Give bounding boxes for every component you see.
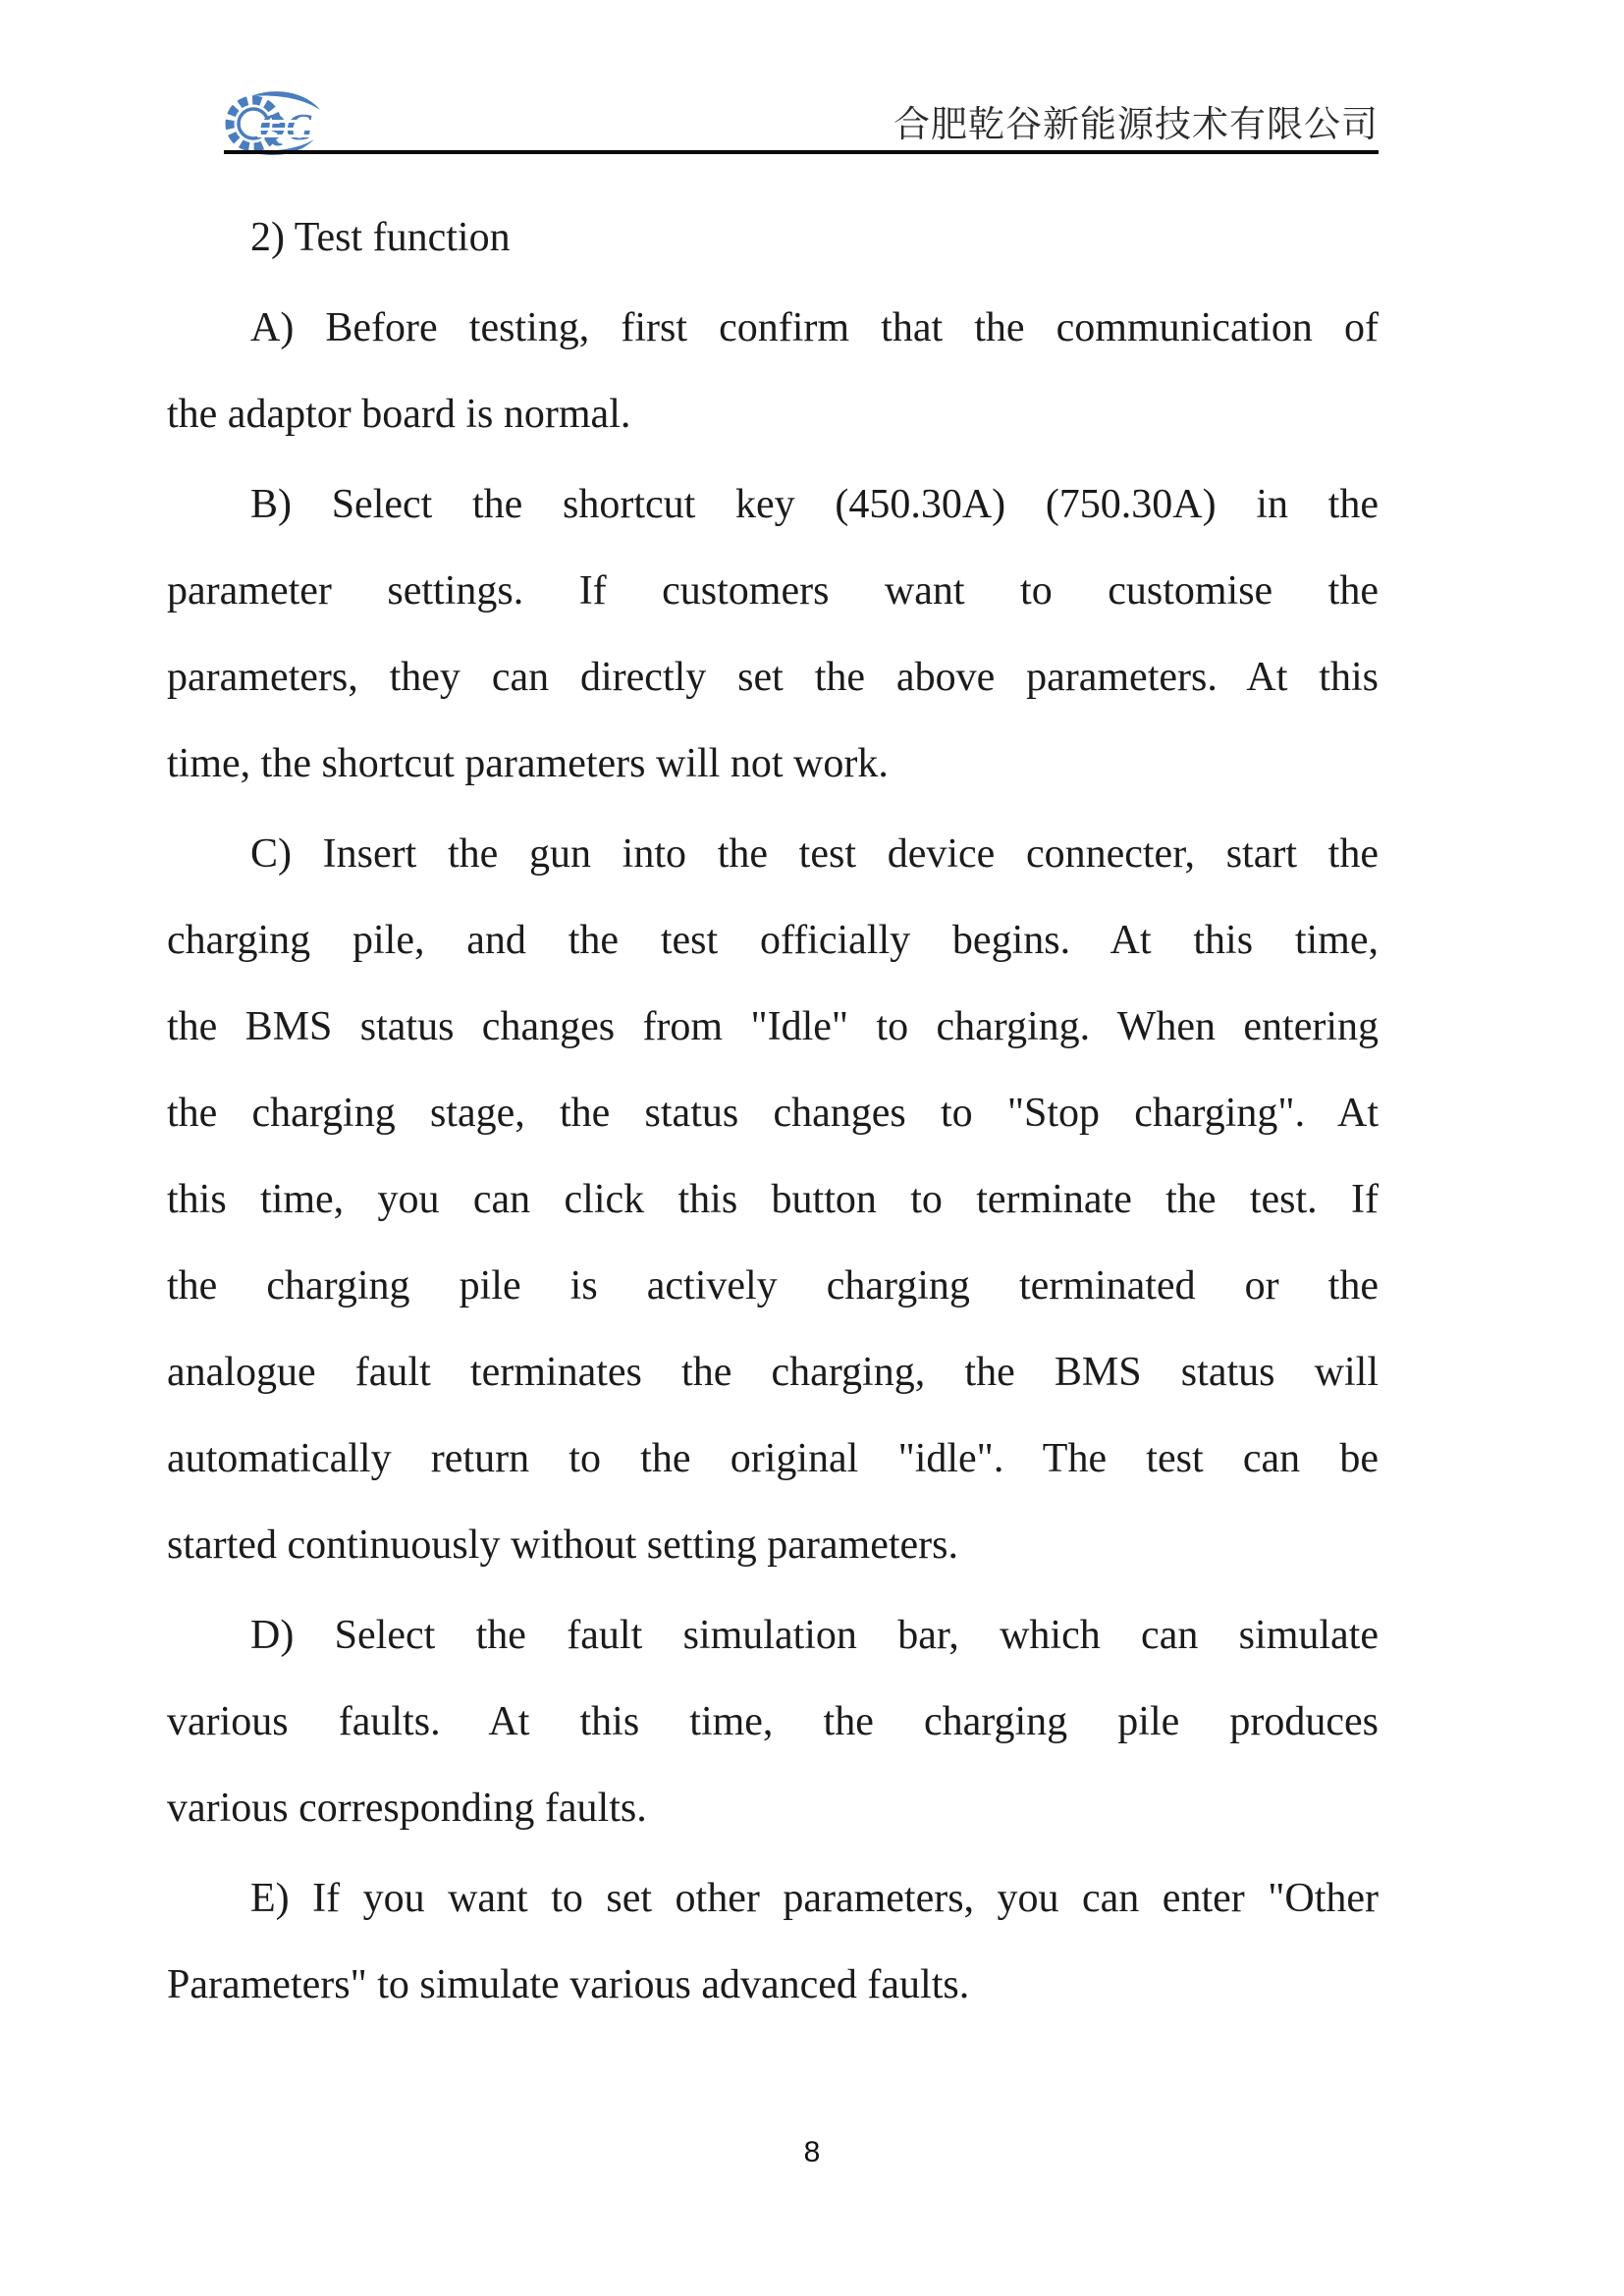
- text-line: C) Insert the gun into the test device connecter, start the: [250, 831, 1379, 877]
- text-line: the charging pile is actively charging terminated or the: [167, 1263, 1379, 1308]
- paragraph: [167, 1592, 1379, 1851]
- paragraph: [167, 194, 1379, 281]
- text-line: B) Select the shortcut key (450.30A) (750.30A) in the: [250, 482, 1379, 527]
- text-line: parameters, they can directly set the above parameters. At this: [167, 655, 1379, 700]
- paragraph: [167, 811, 1379, 1588]
- text-line: started continuously without setting parameters.: [167, 1522, 958, 1568]
- text-line: the BMS status changes from "Idle" to charging. When entering: [167, 1004, 1379, 1049]
- text-line: the charging stage, the status changes to "Stop charging". At: [167, 1091, 1379, 1136]
- gear-logo-icon: [224, 88, 324, 155]
- text-line: Parameters" to simulate various advanced faults.: [167, 1962, 970, 2007]
- text-line: this time, you can click this button to terminate the test. If: [167, 1177, 1379, 1222]
- text-line: A) Before testing, first confirm that the communication of: [250, 305, 1379, 350]
- document-body: [167, 194, 1379, 2032]
- text-line: time, the shortcut parameters will not work.: [167, 741, 889, 786]
- paragraph: [167, 1855, 1379, 2028]
- header-divider: [224, 150, 1379, 154]
- text-line: various corresponding faults.: [167, 1786, 647, 1831]
- text-line: D) Select the fault simulation bar, which can simulate: [250, 1613, 1379, 1658]
- company-logo: [224, 88, 324, 155]
- text-line: various faults. At this time, the charging pile produces: [167, 1699, 1379, 1744]
- text-line: 2) Test function: [250, 215, 511, 260]
- text-line: charging pile, and the test officially begins. At this time,: [167, 918, 1379, 963]
- text-line: automatically return to the original "idle". The test can be: [167, 1436, 1379, 1481]
- text-line: parameter settings. If customers want to customise the: [167, 568, 1379, 614]
- text-line: E) If you want to set other parameters, you can enter "Other: [250, 1876, 1379, 1921]
- page-number: 8: [803, 2136, 821, 2168]
- text-line: the adaptor board is normal.: [167, 392, 631, 437]
- text-line: analogue fault terminates the charging, the BMS status will: [167, 1350, 1379, 1395]
- company-name: 合肥乾谷新能源技术有限公司: [893, 105, 1379, 145]
- paragraph: [167, 285, 1379, 457]
- paragraph: [167, 461, 1379, 807]
